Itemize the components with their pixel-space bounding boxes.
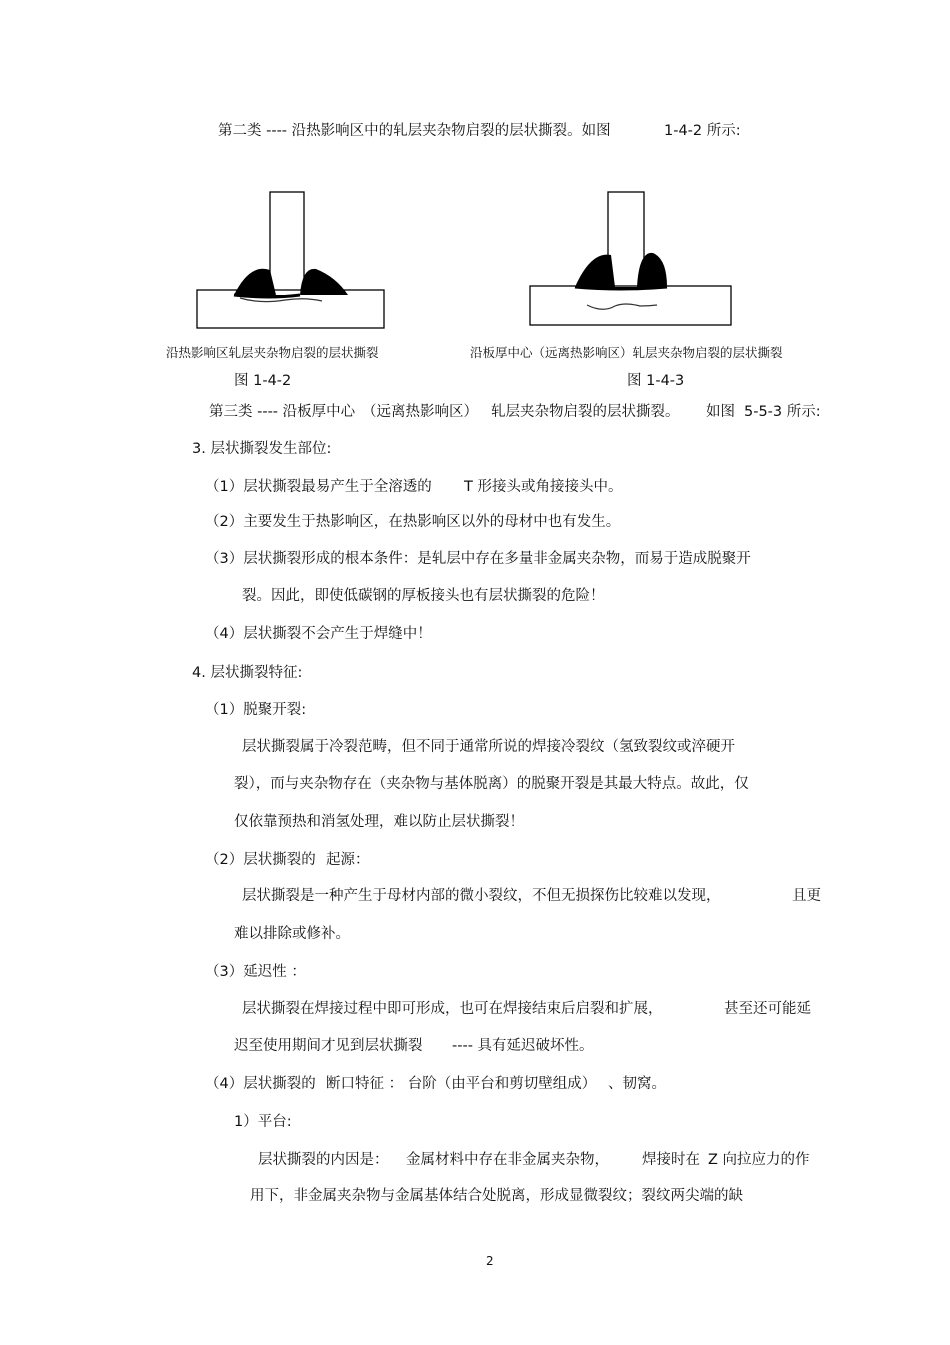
feature4-line1d: Z 向拉应力的作	[708, 1152, 810, 1168]
figure-1-4-2-caption: 沿热影响区轧层夹杂物启裂的层状撕裂	[166, 345, 379, 360]
feature3-line1a: 层状撕裂在焊接过程中即可形成，也可在焊接结束后启裂和扩展，	[242, 1001, 663, 1017]
section3-heading: 3. 层状撕裂发生部位:	[192, 441, 332, 457]
feature2-line1b: 且更	[792, 888, 821, 904]
type2-text: 第二类 ---- 沿热影响区中的轧层夹杂物启裂的层状撕裂。如图	[218, 123, 611, 139]
figure-1-4-3-label: 图 1-4-3	[627, 373, 685, 389]
section3-item3-line1: （3）层状撕裂形成的根本条件：是轧层中存在多量非金属夹杂物，而易于造成脱聚开	[205, 551, 751, 567]
feature4-line1c: 焊接时在	[642, 1152, 700, 1168]
feature3-title: （3）延迟性 ：	[205, 964, 306, 980]
feature1-line3: 仅依靠预热和消氢处理，难以防止层状撕裂！	[234, 814, 524, 830]
feature4-sub1: 1）平台:	[234, 1114, 292, 1130]
feature2-line2: 难以排除或修补。	[234, 926, 350, 942]
weld-bead-right	[300, 269, 348, 295]
section3-item1-a: （1）层状撕裂最易产生于全溶透的	[205, 479, 432, 495]
section3-item1-b: T 形接头或角接接头中。	[464, 479, 623, 495]
weld-bead-left	[575, 255, 615, 287]
section3-item4: （4）层状撕裂不会产生于焊缝中！	[205, 626, 432, 642]
feature2-line1a: 层状撕裂是一种产生于母材内部的微小裂纹，不但无损探伤比较难以发现，	[242, 888, 721, 904]
feature3-line2a: 迟至使用期间才见到层状撕裂	[234, 1038, 423, 1054]
weld-root	[234, 295, 300, 297]
feature2-title-b: 起源：	[326, 852, 370, 868]
type3-text-d: 如图	[706, 404, 735, 420]
figure-1-4-3-diagram	[525, 185, 740, 335]
section3-item3-line2: 裂。因此，即使低碳钢的厚板接头也有层状撕裂的危险！	[242, 588, 605, 604]
feature4-title-c: 、韧窝。	[608, 1076, 666, 1092]
type2-fig-ref: 1-4-2 所示:	[664, 123, 741, 139]
section4-heading: 4. 层状撕裂特征:	[192, 665, 303, 681]
type3-text-b: （远离热影响区）	[362, 404, 478, 420]
page-number: 2	[486, 1254, 494, 1268]
type3-text-a: 第三类 ---- 沿板厚中心	[209, 404, 356, 420]
weld-bead-left	[234, 269, 276, 295]
figure-1-4-2-diagram	[190, 185, 390, 335]
feature1-title: （1）脱聚开裂:	[205, 702, 307, 718]
type3-text-c: 轧层夹杂物启裂的层状撕裂。	[491, 404, 680, 420]
feature4-title-a: （4）层状撕裂的	[205, 1076, 316, 1092]
feature4-line2: 用下，非金属夹杂物与金属基体结合处脱离，形成显微裂纹；裂纹两尖端的缺	[250, 1188, 743, 1204]
vertical-plate	[270, 192, 304, 295]
feature4-line1b: 金属材料中存在非金属夹杂物，	[406, 1152, 609, 1168]
figure-1-4-3-caption: 沿板厚中心（远离热影响区）轧层夹杂物启裂的层状撕裂	[470, 345, 783, 360]
type3-fig-ref: 5-5-3 所示:	[744, 404, 821, 420]
feature4-line1a: 层状撕裂的内因是：	[258, 1152, 389, 1168]
weld-root	[575, 287, 667, 289]
feature1-line2: 裂），而与夹杂物存在（夹杂物与基体脱离）的脱聚开裂是其最大特点。故此，仅	[234, 776, 749, 792]
feature3-line2b: ---- 具有延迟破坏性。	[452, 1038, 594, 1054]
feature4-title-b: 断口特征 ： 台阶（由平台和剪切壁组成）	[326, 1076, 597, 1092]
feature2-title-a: （2）层状撕裂的	[205, 852, 316, 868]
feature3-line1b: 甚至还可能延	[724, 1001, 811, 1017]
section3-item2: （2）主要发生于热影响区，在热影响区以外的母材中也有发生。	[205, 514, 621, 530]
feature1-line1: 层状撕裂属于冷裂范畴，但不同于通常所说的焊接冷裂纹（氢致裂纹或淬硬开	[242, 739, 735, 755]
base-plate	[530, 286, 731, 325]
figure-1-4-2-label: 图 1-4-2	[234, 373, 292, 389]
